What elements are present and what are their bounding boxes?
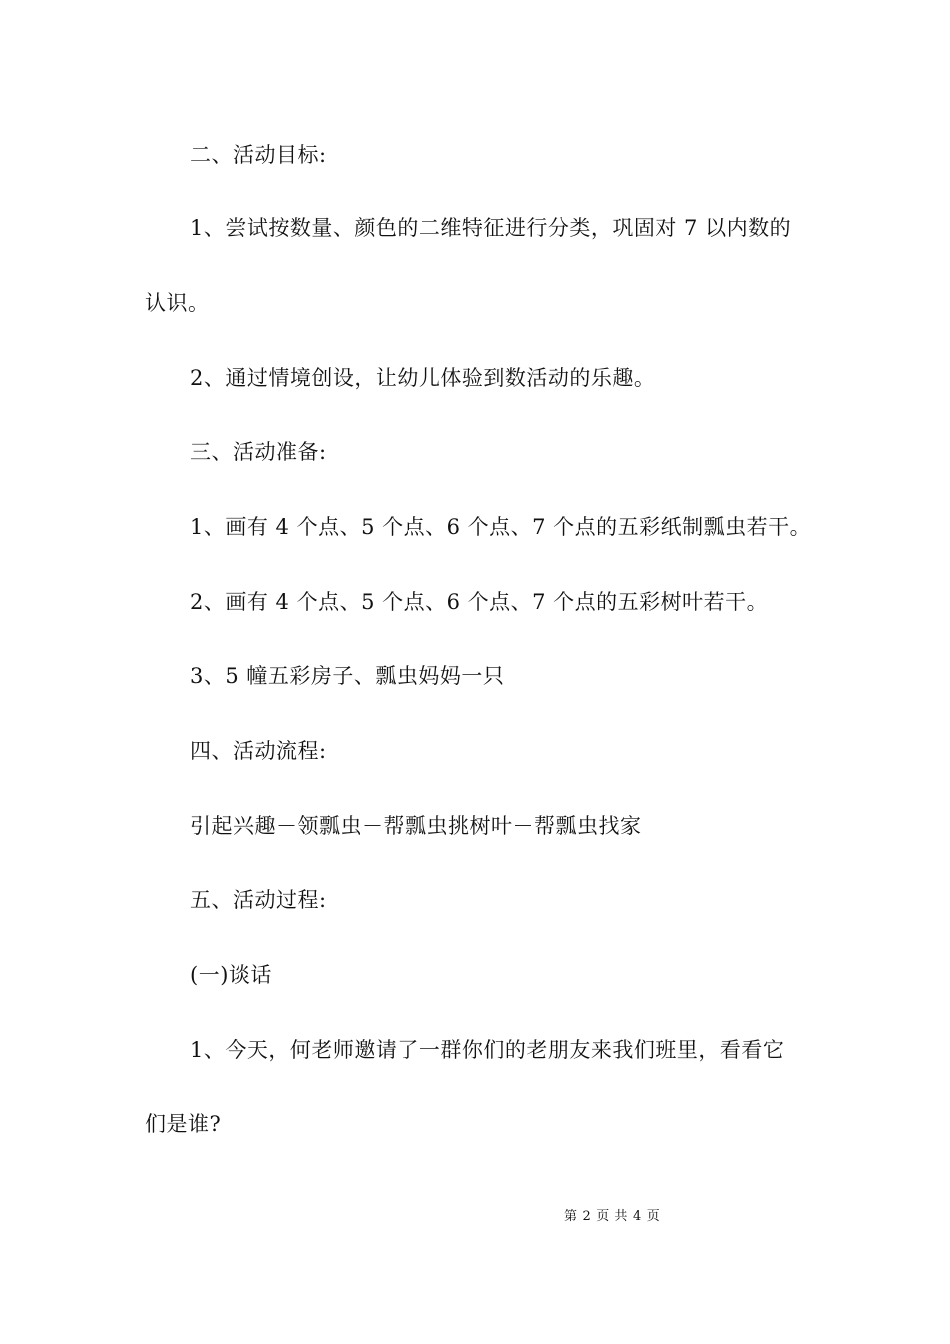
paragraph-preparation-1: 1、画有 4 个点、5 个点、6 个点、7 个点的五彩纸制瓢虫若干。 [190,515,812,539]
footer-mid: 页 共 [596,1209,628,1224]
paragraph-goal-1-continued: 认识。 [145,291,210,315]
section-heading-goals: 二、活动目标: [190,143,327,167]
page-footer [564,1208,665,1226]
paragraph-goal-2: 2、通过情境创设，让幼儿体验到数活动的乐趣。 [190,366,656,390]
paragraph-conversation-1-continued: 们是谁? [145,1112,222,1136]
paragraph-process-flow: 引起兴趣－领瓢虫－帮瓢虫挑树叶－帮瓢虫找家 [190,814,642,838]
paragraph-preparation-3: 3、5 幢五彩房子、瓢虫妈妈一只 [190,664,505,688]
footer-prefix: 第 [564,1209,578,1224]
subheading-conversation: (一)谈话 [190,963,272,987]
paragraph-conversation-1: 1、今天，何老师邀请了一群你们的老朋友来我们班里，看看它 [190,1038,785,1062]
section-heading-preparation: 三、活动准备: [190,440,327,464]
paragraph-preparation-2: 2、画有 4 个点、5 个点、6 个点、7 个点的五彩树叶若干。 [190,590,769,614]
section-heading-activity-procedure: 五、活动过程: [190,888,327,912]
section-heading-process-flow: 四、活动流程: [190,739,327,763]
footer-current-page: 2 [582,1209,592,1224]
footer-total-pages: 4 [632,1209,642,1224]
footer-suffix: 页 [646,1209,661,1224]
paragraph-goal-1: 1、尝试按数量、颜色的二维特征进行分类，巩固对 7 以内数的 [190,216,792,240]
